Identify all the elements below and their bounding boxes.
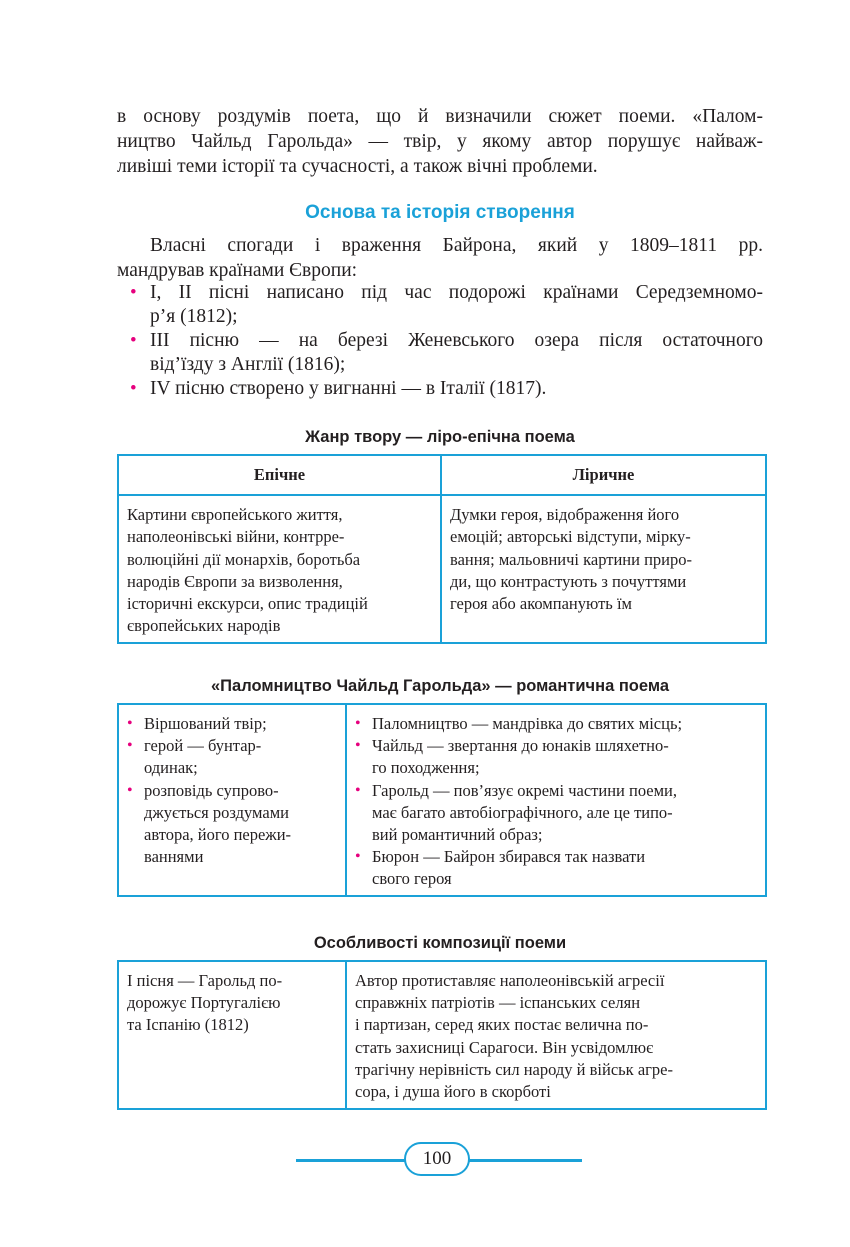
cell-line: Бюрон — Байрон збирався так назвати <box>372 847 646 867</box>
cell-line: справжніх патріотів — іспанських селян <box>355 993 641 1013</box>
cell-line: Гарольд — пов’язує окремі частини поеми, <box>372 780 677 800</box>
cell-line: джується роздумами <box>144 802 289 822</box>
table-row <box>118 704 766 896</box>
bullet-dot-icon: • <box>355 737 361 755</box>
bullet-dot-icon: • <box>127 781 133 799</box>
romantic-table <box>117 703 767 897</box>
intro-paragraph <box>117 104 763 179</box>
bullet-line: р’я (1812); <box>150 306 238 327</box>
cell-line: стать захисниці Сарагоси. Він усвідомлює <box>355 1037 654 1057</box>
bullet-dot-icon: • <box>355 848 361 866</box>
page-number-rule-right <box>468 1159 582 1162</box>
bullet-line: ІІІ пісню — на березі Женевського озера після остаточного <box>150 330 763 351</box>
lyric-cell <box>441 495 766 643</box>
cell-line: одинак; <box>144 758 198 778</box>
cell-line: свого героя <box>372 869 452 889</box>
list-item <box>355 846 757 890</box>
list-item <box>127 713 337 735</box>
genre-table-title: Жанр твору — ліро-епічна поема <box>305 428 575 446</box>
lyric-column-header: Ліричне <box>441 455 766 495</box>
cell-line: го походження; <box>372 758 480 778</box>
table-header-row <box>118 455 766 495</box>
bullet-dot-icon: • <box>130 282 137 303</box>
cell-line: Чайльд — звертання до юнаків шляхетно- <box>372 736 669 756</box>
cell-line: Віршований твір; <box>144 714 267 733</box>
lead-line: Власні спогади і враження Байрона, який у 1809–1811 рр. <box>150 235 763 256</box>
list-item <box>355 713 757 735</box>
lead-line: мандрував країнами Європи: <box>117 260 358 281</box>
romantic-right-cell <box>346 704 766 896</box>
composition-table-title: Особливості композиції поеми <box>313 934 567 952</box>
cell-line: вий романтичний образ; <box>372 825 543 845</box>
bullet-dot-icon: • <box>130 378 137 399</box>
history-bullet-list <box>130 281 763 401</box>
cell-line: героя або акомпанують їм <box>450 594 632 614</box>
cell-line: народів Європи за визволення, <box>127 571 343 591</box>
romantic-right-list <box>355 713 757 891</box>
cell-line: європейських народів <box>127 616 281 636</box>
bullet-dot-icon: • <box>127 715 133 732</box>
bullet-dot-icon: • <box>130 330 137 351</box>
genre-table <box>117 454 767 644</box>
romantic-left-list <box>127 713 337 868</box>
cell-line: дорожує Португалією <box>127 993 281 1013</box>
page-number-rule-left <box>296 1159 406 1162</box>
bullet-line: І, ІІ пісні написано під час подорожі країнами Середземномо- <box>150 282 763 303</box>
bullet-dot-icon: • <box>355 715 361 732</box>
page-number: 100 <box>404 1142 470 1176</box>
section-title: Основа та історія створення <box>305 202 575 223</box>
cell-line: та Іспанію (1812) <box>127 1015 249 1035</box>
bullet-line: ІV пісню створено у вигнанні — в Італії (1817). <box>150 378 547 399</box>
intro-line: ництво Чайльд Гарольда» — твір, у якому автор порушує найваж- <box>117 131 763 152</box>
composition-table <box>117 960 767 1110</box>
cell-line: Картини європейського життя, <box>127 505 343 525</box>
cell-line: І пісня — Гарольд по- <box>127 971 283 990</box>
cell-line: вання; мальовничі картини приро- <box>450 549 692 569</box>
bullet-dot-icon: • <box>127 737 133 755</box>
bullet-item <box>130 329 763 377</box>
table-row <box>118 961 766 1109</box>
cell-line: волюційні дії монархів, боротьба <box>127 549 361 569</box>
cell-line: розповідь супрово- <box>144 780 279 800</box>
cell-line: Паломництво — мандрівка до святих місць; <box>372 714 683 733</box>
cell-line: історичні екскурси, опис традицій <box>127 594 368 614</box>
romantic-left-cell <box>118 704 346 896</box>
romantic-table-title: «Паломництво Чайльд Гарольда» — романтична поема <box>210 677 669 695</box>
intro-line: в основу роздумів поета, що й визначили сюжет поеми. «Палом- <box>117 106 763 127</box>
list-item <box>355 780 757 847</box>
list-item <box>127 735 337 779</box>
epic-cell <box>118 495 441 643</box>
cell-line: наполеонівські війни, контрре- <box>127 527 345 547</box>
cell-line: трагічну нерівність сил народу й військ агре- <box>355 1059 673 1079</box>
cell-line: ди, що контрастують з почуттями <box>450 571 687 591</box>
cell-line: емоцій; авторські відступи, мірку- <box>450 527 691 547</box>
cell-line: сора, і душа його в скорботі <box>355 1082 551 1102</box>
cell-line: Думки героя, відображення його <box>450 505 680 525</box>
bullet-dot-icon: • <box>355 781 361 799</box>
list-item <box>127 780 337 869</box>
epic-column-header: Епічне <box>118 455 441 495</box>
bullet-item <box>130 281 763 329</box>
cell-line: і партизан, серед яких постає велична по- <box>355 1015 649 1035</box>
cell-line: має багато автобіографічного, але це типо- <box>372 802 673 822</box>
cell-line: герой — бунтар- <box>144 736 262 756</box>
bullet-item <box>130 377 763 401</box>
intro-line: ливіші теми історії та сучасності, а також вічні проблеми. <box>117 156 598 177</box>
table-row <box>118 495 766 643</box>
lead-paragraph <box>117 233 763 283</box>
cell-line: Автор протиставляє наполеонівській агресії <box>355 971 665 990</box>
cell-line: автора, його пережи- <box>144 825 292 845</box>
cell-line: ваннями <box>144 847 204 867</box>
list-item <box>355 735 757 779</box>
composition-left-cell <box>118 961 346 1109</box>
bullet-line: від’їзду з Англії (1816); <box>150 354 346 375</box>
composition-right-cell <box>346 961 766 1109</box>
